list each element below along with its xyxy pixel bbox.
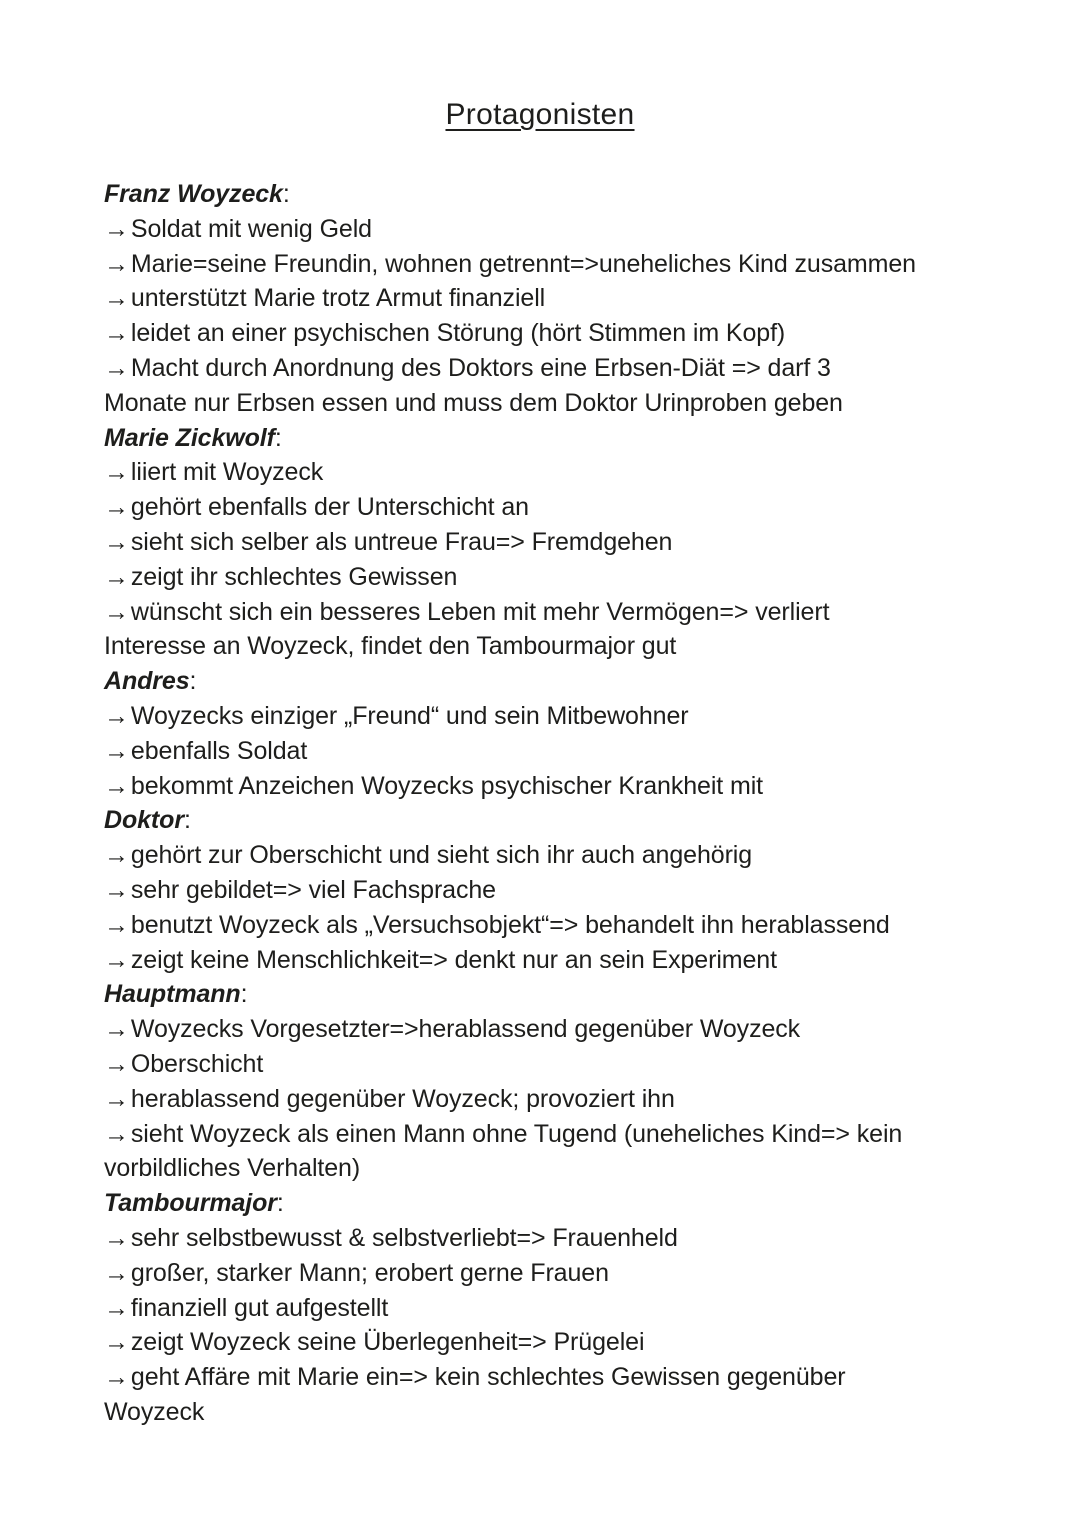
section-header-hauptmann [104, 977, 1024, 1012]
bullet-item: →großer, starker Mann; erobert gerne Frauen [104, 1258, 609, 1287]
section-header-doktor [104, 803, 1024, 838]
section-header-tambourmajor [104, 1186, 1024, 1221]
arrow-icon: → [104, 945, 129, 974]
section-header-andres [104, 664, 1024, 699]
arrow-icon: → [104, 1119, 129, 1148]
bullet-item: →herablassend gegenüber Woyzeck; provoziert ihn [104, 1084, 675, 1113]
bullet-item: →Woyzecks einziger „Freund“ und sein Mitbewohner [104, 701, 689, 730]
bullet-item: →Soldat mit wenig Geld [104, 214, 372, 243]
arrow-icon: → [104, 1293, 129, 1322]
arrow-icon: → [104, 1049, 129, 1078]
arrow-icon: → [104, 910, 129, 939]
bullet-item: →sieht Woyzeck als einen Mann ohne Tugend (uneheliches Kind=> kein vorbildliches Verhalten) [104, 1119, 903, 1183]
arrow-icon: → [104, 1363, 129, 1392]
section-name: Hauptmann [104, 980, 241, 1009]
arrow-icon: → [104, 1084, 129, 1113]
arrow-icon: → [104, 214, 129, 243]
arrow-icon: → [104, 319, 129, 348]
section-header-marie-zickwolf [104, 421, 1024, 456]
section-colon: : [183, 806, 191, 835]
section-colon: : [276, 1189, 284, 1218]
arrow-icon: → [104, 458, 129, 487]
bullet-item: →wünscht sich ein besseres Leben mit mehr Vermögen=> verliert Interesse an Woyzeck, findet den Tambourmajor gut [104, 597, 830, 661]
arrow-icon: → [104, 701, 129, 730]
bullet-item: →finanziell gut aufgestellt [104, 1293, 389, 1322]
arrow-icon: → [104, 1258, 129, 1287]
section-colon: : [282, 180, 290, 208]
arrow-icon: → [104, 841, 129, 870]
bullet-item: →Woyzecks Vorgesetzter=>herablassend gegenüber Woyzeck [104, 1015, 801, 1044]
bullet-item: →gehört zur Oberschicht und sieht sich ihr auch angehörig [104, 841, 753, 870]
arrow-icon: → [104, 736, 129, 765]
arrow-icon: → [104, 1328, 129, 1357]
arrow-icon: → [104, 353, 129, 382]
section-header-franz-woyzeck [104, 177, 1024, 212]
section-name: Tambourmajor [104, 1189, 277, 1218]
section-name: Marie Zickwolf [104, 423, 275, 452]
arrow-icon: → [104, 875, 129, 904]
arrow-icon: → [104, 284, 129, 313]
bullet-item: →sehr selbstbewusst & selbstverliebt=> Frauenheld [104, 1223, 678, 1252]
section-colon: : [274, 423, 282, 452]
section-name: Franz Woyzeck [104, 180, 283, 208]
bullet-item: →bekommt Anzeichen Woyzecks psychischer Krankheit mit [104, 771, 763, 800]
arrow-icon: → [104, 249, 129, 278]
bullet-item: →Marie=seine Freundin, wohnen getrennt=>uneheliches Kind zusammen [104, 249, 916, 278]
section-colon: : [240, 980, 248, 1009]
bullet-item: →zeigt Woyzeck seine Überlegenheit=> Prügelei [104, 1328, 645, 1357]
bullet-item: →benutzt Woyzeck als „Versuchsobjekt“=> behandelt ihn herablassend [104, 910, 890, 939]
bullet-item: →Macht durch Anordnung des Doktors eine Erbsen-Diät => darf 3 Monate nur Erbsen essen und muss dem Doktor Urinproben geben [104, 353, 843, 417]
arrow-icon: → [104, 493, 129, 522]
bullet-item: →unterstützt Marie trotz Armut finanziell [104, 284, 546, 313]
bullet-item: →sieht sich selber als untreue Frau=> Fremdgehen [104, 527, 673, 556]
bullet-item: →leidet an einer psychischen Störung (hört Stimmen im Kopf) [104, 319, 786, 348]
page-title: Protagonisten [445, 98, 635, 131]
section-name: Doktor [104, 806, 184, 835]
bullet-item: →gehört ebenfalls der Unterschicht an [104, 493, 529, 522]
section-name: Andres [104, 667, 190, 696]
bullet-item: →Oberschicht [104, 1049, 264, 1078]
section-colon: : [189, 667, 197, 696]
bullet-item: →ebenfalls Soldat [104, 736, 308, 765]
arrow-icon: → [104, 597, 129, 626]
arrow-icon: → [104, 1223, 129, 1252]
arrow-icon: → [104, 527, 129, 556]
bullet-item: →zeigt ihr schlechtes Gewissen [104, 562, 458, 591]
bullet-item: →zeigt keine Menschlichkeit=> denkt nur an sein Experiment [104, 945, 777, 974]
arrow-icon: → [104, 771, 129, 800]
arrow-icon: → [104, 562, 129, 591]
arrow-icon: → [104, 1015, 129, 1044]
bullet-item: →liiert mit Woyzeck [104, 458, 324, 487]
document-content [104, 177, 1024, 1430]
bullet-item: →geht Affäre mit Marie ein=> kein schlechtes Gewissen gegenüber Woyzeck [104, 1363, 846, 1426]
bullet-item: →sehr gebildet=> viel Fachsprache [104, 875, 496, 904]
